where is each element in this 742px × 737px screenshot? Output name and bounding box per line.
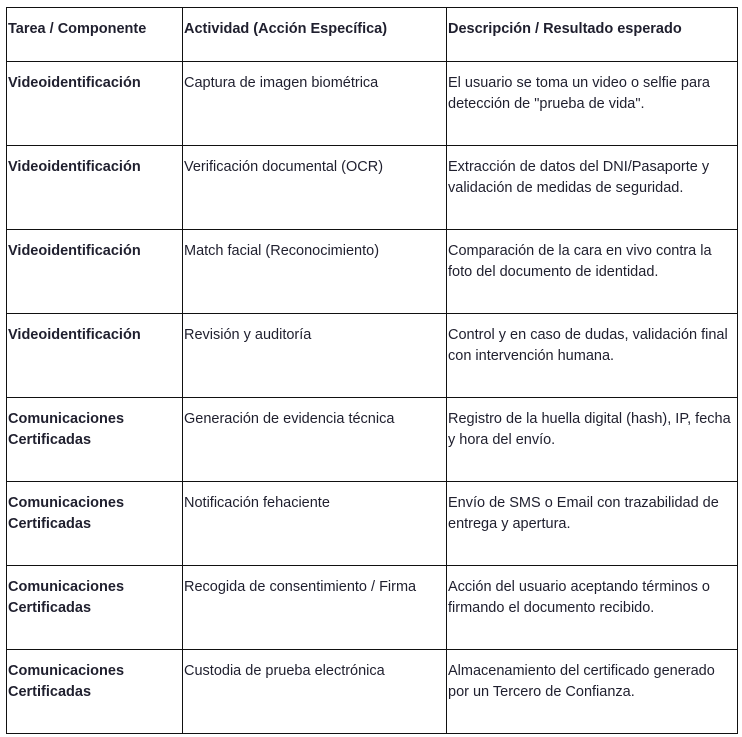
description-cell: Almacenamiento del certificado generado por un Tercero de Confianza. [447,650,738,734]
table-row [7,62,738,146]
activity-cell: Generación de evidencia técnica [183,398,447,482]
task-cell: Comunicaciones Certificadas [7,398,183,482]
activity-cell: Captura de imagen biométrica [183,62,447,146]
description-cell: Envío de SMS o Email con trazabilidad de entrega y apertura. [447,482,738,566]
activity-cell: Revisión y auditoría [183,314,447,398]
header-task: Tarea / Componente [7,8,183,62]
header-row [7,8,738,62]
table-row [7,314,738,398]
table-row [7,146,738,230]
task-cell: Comunicaciones Certificadas [7,650,183,734]
task-cell: Videoidentificación [7,146,183,230]
activity-cell: Match facial (Reconocimiento) [183,230,447,314]
task-cell: Videoidentificación [7,62,183,146]
task-cell: Comunicaciones Certificadas [7,482,183,566]
task-cell: Videoidentificación [7,314,183,398]
table-row [7,566,738,650]
table-row [7,482,738,566]
task-cell: Comunicaciones Certificadas [7,566,183,650]
description-cell: El usuario se toma un video o selfie para detección de "prueba de vida". [447,62,738,146]
header-activity: Actividad (Acción Específica) [183,8,447,62]
description-cell: Acción del usuario aceptando términos o firmando el documento recibido. [447,566,738,650]
activity-cell: Verificación documental (OCR) [183,146,447,230]
description-cell: Control y en caso de dudas, validación final con intervención humana. [447,314,738,398]
description-cell: Comparación de la cara en vivo contra la foto del documento de identidad. [447,230,738,314]
header-description: Descripción / Resultado esperado [447,8,738,62]
activity-cell: Notificación fehaciente [183,482,447,566]
activities-table [6,7,738,734]
description-cell: Registro de la huella digital (hash), IP, fecha y hora del envío. [447,398,738,482]
task-cell: Videoidentificación [7,230,183,314]
activity-cell: Recogida de consentimiento / Firma [183,566,447,650]
table-row [7,230,738,314]
description-cell: Extracción de datos del DNI/Pasaporte y validación de medidas de seguridad. [447,146,738,230]
table-row [7,398,738,482]
activity-cell: Custodia de prueba electrónica [183,650,447,734]
table-row [7,650,738,734]
